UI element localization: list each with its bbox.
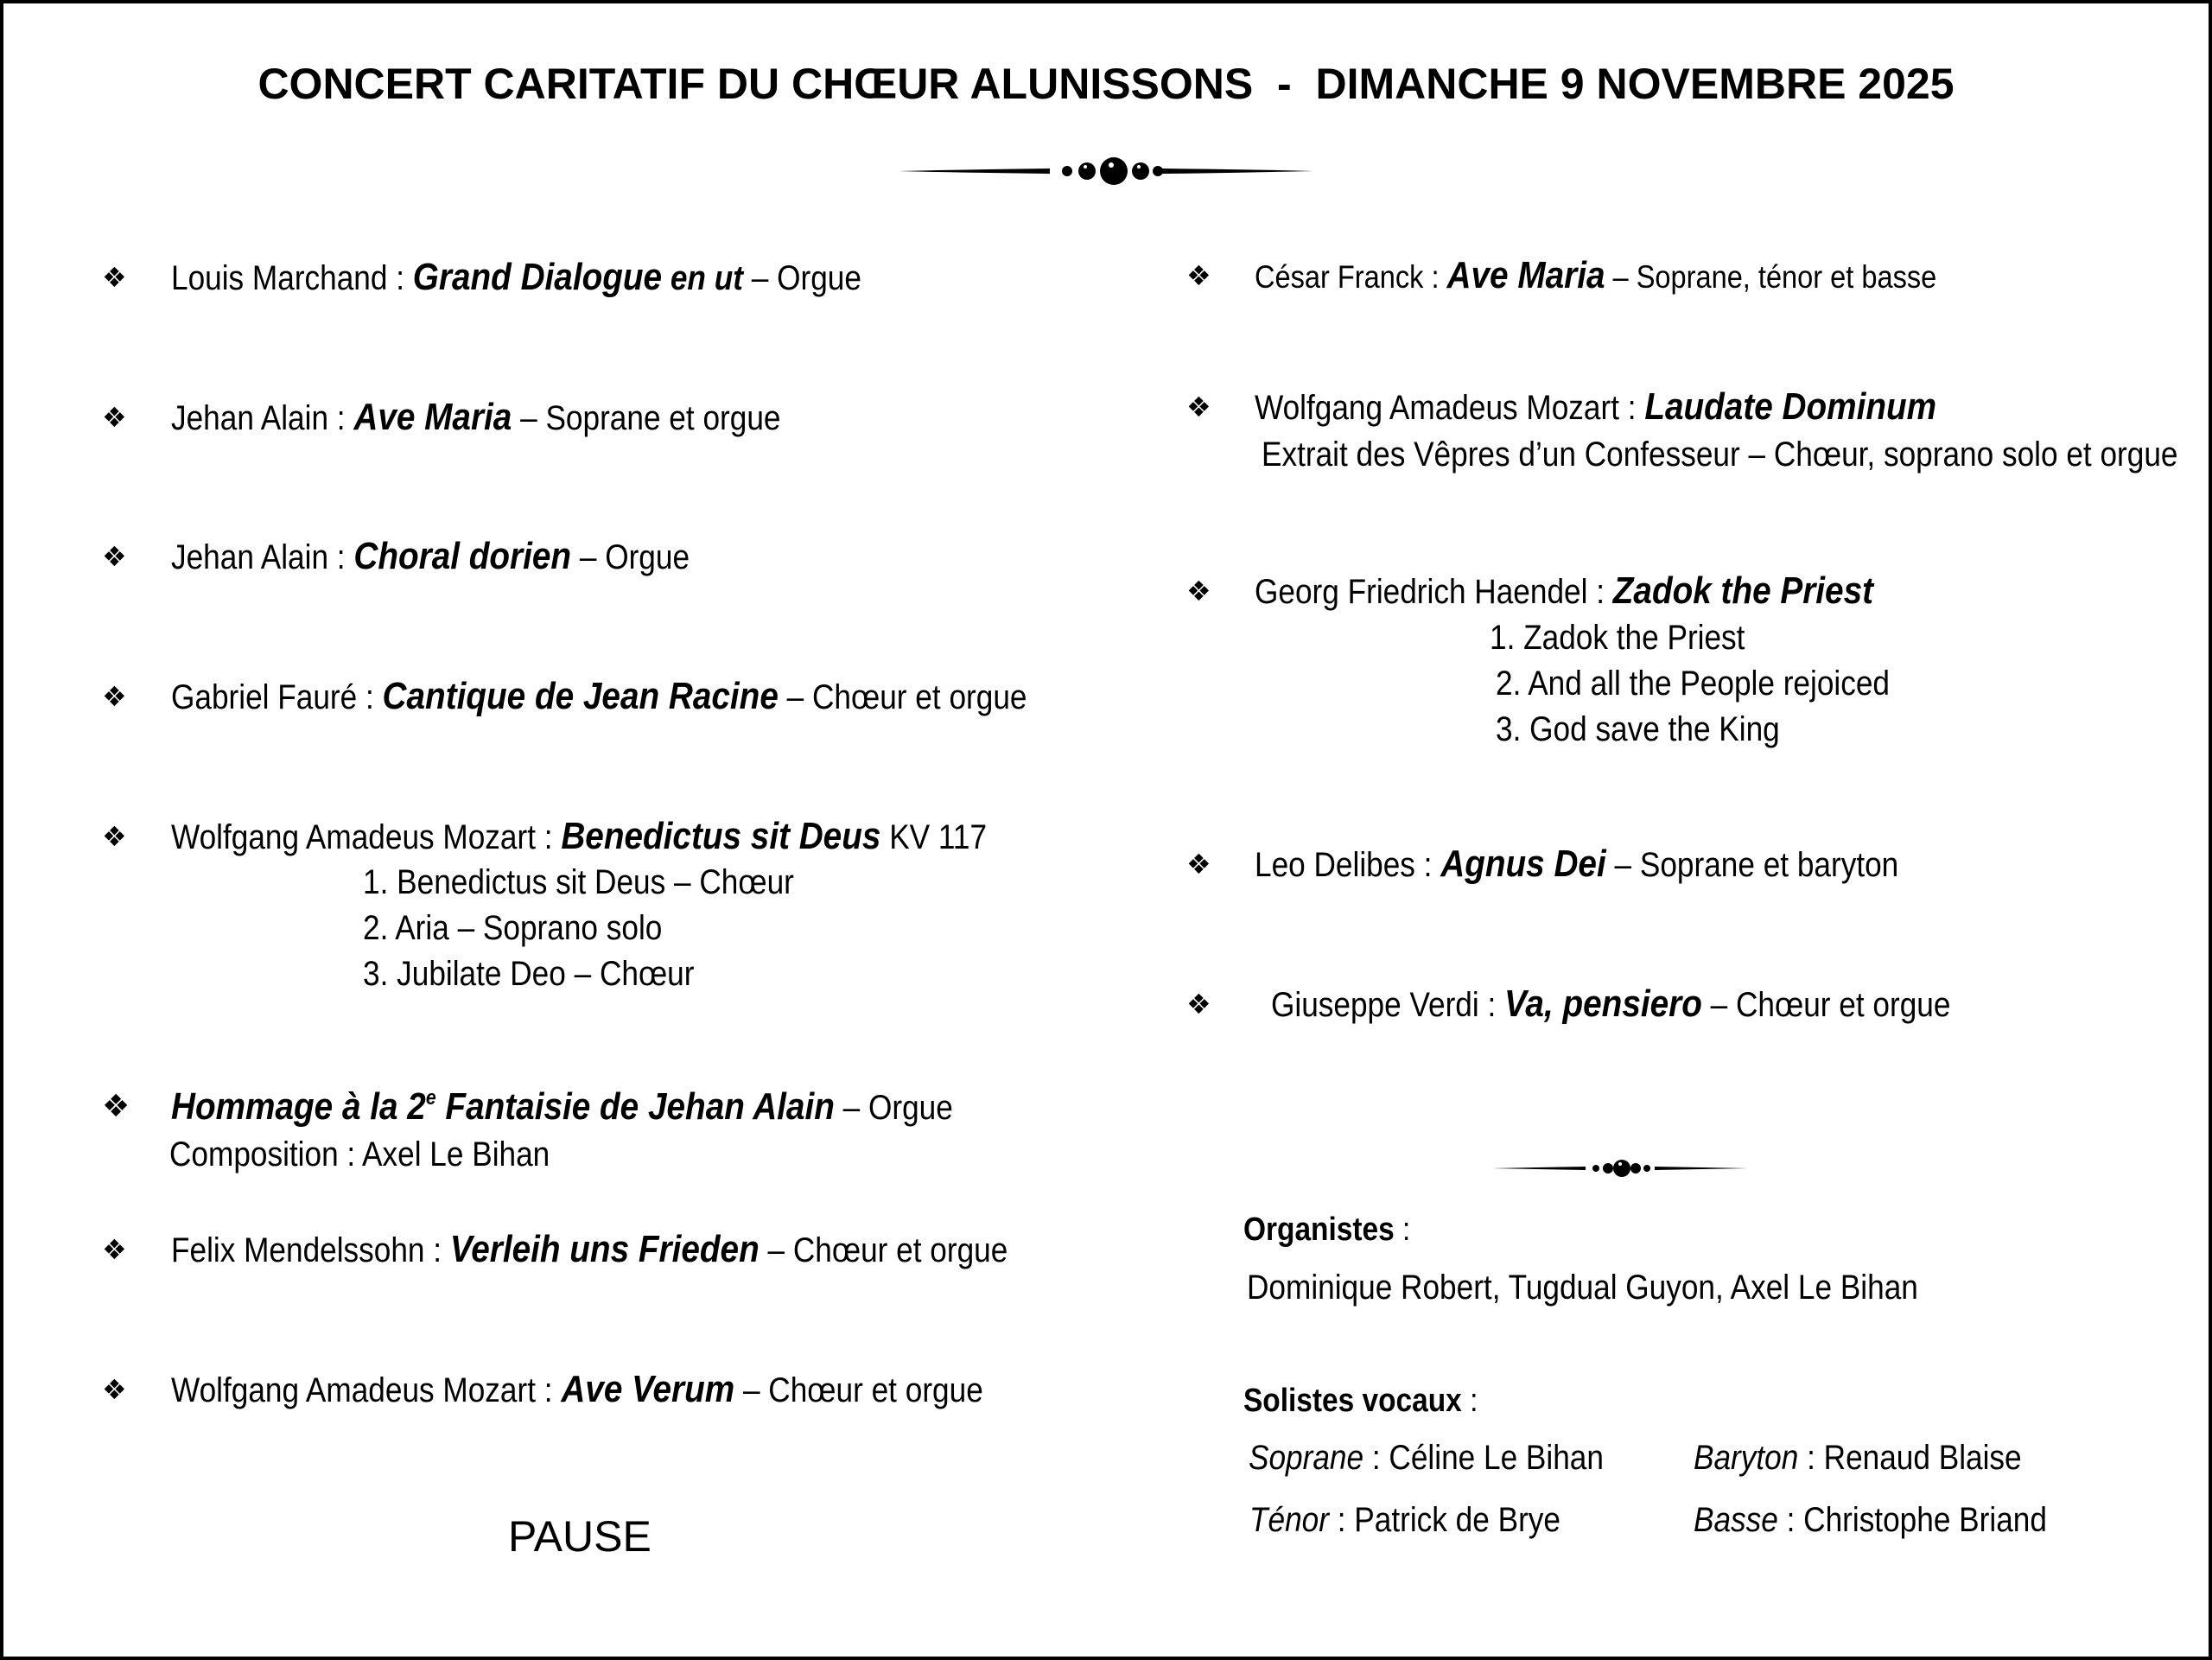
work-title: Choral dorien: [353, 535, 572, 577]
bullet-icon: ❖: [102, 820, 127, 853]
work-title: Va, pensiero: [1504, 983, 1702, 1025]
label-colon: :: [1461, 1383, 1478, 1419]
work-title: [171, 1085, 835, 1128]
movement: 2. Aria – Soprano solo: [363, 909, 663, 947]
bullet-icon: ❖: [1186, 575, 1211, 607]
program-item: [1255, 254, 2179, 297]
work-title: Ave Maria: [353, 396, 512, 438]
instrumentation: – Soprane, ténor et basse: [1605, 259, 1937, 295]
composer: Wolfgang Amadeus Mozart :: [1255, 389, 1645, 427]
voice-role: Basse: [1694, 1501, 1778, 1539]
program-item: [1255, 385, 2179, 429]
label-colon: :: [1394, 1212, 1411, 1248]
work-title: Ave Verum: [561, 1368, 735, 1410]
ornament-divider-icon: [894, 154, 1318, 188]
soloists-label: Solistes vocaux: [1243, 1383, 1462, 1419]
instrumentation: – Chœur et orgue: [759, 1231, 1008, 1269]
soloist-name: : Patrick de Brye: [1328, 1501, 1560, 1539]
soloist-name: : Renaud Blaise: [1798, 1439, 2022, 1477]
ordinal-superscript: e: [425, 1086, 436, 1110]
program-item: [1271, 983, 2178, 1026]
soloist-name: : Céline Le Bihan: [1363, 1439, 1604, 1477]
work-title: Ave Maria: [1446, 254, 1605, 296]
movement: 2. And all the People rejoiced: [1496, 665, 1890, 703]
work-title-part: Hommage à la 2: [171, 1085, 426, 1128]
program-item: [171, 256, 1070, 299]
composer: Gabriel Fauré :: [171, 678, 383, 716]
movement: 1. Zadok the Priest: [1490, 619, 1745, 657]
composer: Giuseppe Verdi :: [1271, 986, 1505, 1024]
soloist-bass: [1694, 1498, 2177, 1542]
program-item: [171, 815, 1070, 858]
instrumentation: – Chœur et orgue: [1701, 986, 1951, 1024]
instrumentation: – Soprane et orgue: [512, 399, 781, 437]
ornament-divider-icon: [1491, 1156, 1750, 1180]
voice-role: Baryton: [1694, 1439, 1799, 1477]
bullet-icon: ❖: [102, 261, 127, 294]
bullet-icon: ❖: [1186, 988, 1211, 1021]
intermission-label: PAUSE: [508, 1512, 652, 1561]
soloist-baritone: [1694, 1436, 2177, 1479]
composer: Jehan Alain :: [171, 399, 354, 437]
movement: 1. Benedictus sit Deus – Chœur: [363, 863, 794, 901]
organists-label: Organistes: [1243, 1212, 1395, 1248]
soloists-heading: [1243, 1379, 1762, 1422]
composition-credit: Composition : Axel Le Bihan: [169, 1135, 550, 1173]
bullet-icon: ❖: [102, 1089, 130, 1124]
program-item: [171, 535, 1070, 578]
soloist-name: : Christophe Briand: [1777, 1501, 2047, 1539]
work-title: Zadok the Priest: [1612, 569, 1874, 612]
bullet-icon: ❖: [1186, 391, 1211, 423]
movement: 3. Jubilate Deo – Chœur: [363, 955, 695, 993]
work-key: en ut: [662, 259, 743, 297]
bullet-icon: ❖: [102, 540, 127, 573]
program-item: [171, 1368, 1070, 1411]
concert-title: CONCERT CARITATIF DU CHŒUR ALUNISSONS - DIMANCHE 9 NOVEMBRE 2025: [257, 60, 1955, 108]
instrumentation: – Orgue: [834, 1089, 953, 1127]
program-item: [171, 1228, 1070, 1271]
composer: Jehan Alain :: [171, 538, 354, 576]
program-item: [1255, 569, 2179, 613]
instrumentation: – Soprane et baryton: [1605, 846, 1899, 884]
instrumentation: – Orgue: [571, 538, 690, 576]
program-item: [1255, 843, 2179, 886]
composer: Georg Friedrich Haendel :: [1255, 573, 1613, 611]
composer: Wolfgang Amadeus Mozart :: [171, 818, 562, 856]
work-title: Cantique de Jean Racine: [382, 675, 779, 717]
organists-names: Dominique Robert, Tugdual Guyon, Axel Le Bihan: [1247, 1269, 1918, 1307]
instrumentation: – Chœur et orgue: [734, 1371, 983, 1409]
work-title: Grand Dialogue: [412, 256, 663, 298]
work-title: Laudate Dominum: [1644, 385, 1937, 428]
composer: César Franck :: [1255, 259, 1447, 295]
composer: Wolfgang Amadeus Mozart :: [171, 1371, 562, 1409]
work-title: Benedictus sit Deus: [561, 815, 881, 857]
soloist-tenor: [1249, 1498, 1681, 1542]
soloist-soprano: [1249, 1436, 1681, 1479]
bullet-icon: ❖: [1186, 259, 1211, 292]
bullet-icon: ❖: [102, 401, 127, 434]
voice-role: Ténor: [1249, 1501, 1329, 1539]
catalog-number: KV 117: [880, 818, 988, 856]
voice-role: Soprane: [1249, 1439, 1364, 1477]
work-title-part: Fantaisie de Jehan Alain: [435, 1085, 835, 1128]
composer: Felix Mendelssohn :: [171, 1231, 450, 1269]
movement: 3. God save the King: [1496, 710, 1780, 748]
organists-heading: [1243, 1208, 1762, 1251]
work-note: Extrait des Vêpres d’un Confesseur – Chœur, soprano solo et orgue: [1262, 436, 2178, 474]
work-title: Agnus Dei: [1440, 843, 1606, 885]
instrumentation: – Orgue: [742, 259, 861, 297]
bullet-icon: ❖: [102, 1373, 127, 1406]
program-item: [171, 675, 1070, 718]
bullet-icon: ❖: [102, 1233, 127, 1266]
composer: Louis Marchand :: [171, 259, 413, 297]
program-item: [171, 1085, 1070, 1129]
composer: Leo Delibes :: [1255, 846, 1441, 884]
bullet-icon: ❖: [1186, 848, 1211, 881]
bullet-icon: ❖: [102, 680, 127, 713]
program-item: [171, 396, 1070, 439]
instrumentation: – Chœur et orgue: [778, 678, 1027, 716]
work-title: Verleih uns Frieden: [449, 1228, 760, 1270]
